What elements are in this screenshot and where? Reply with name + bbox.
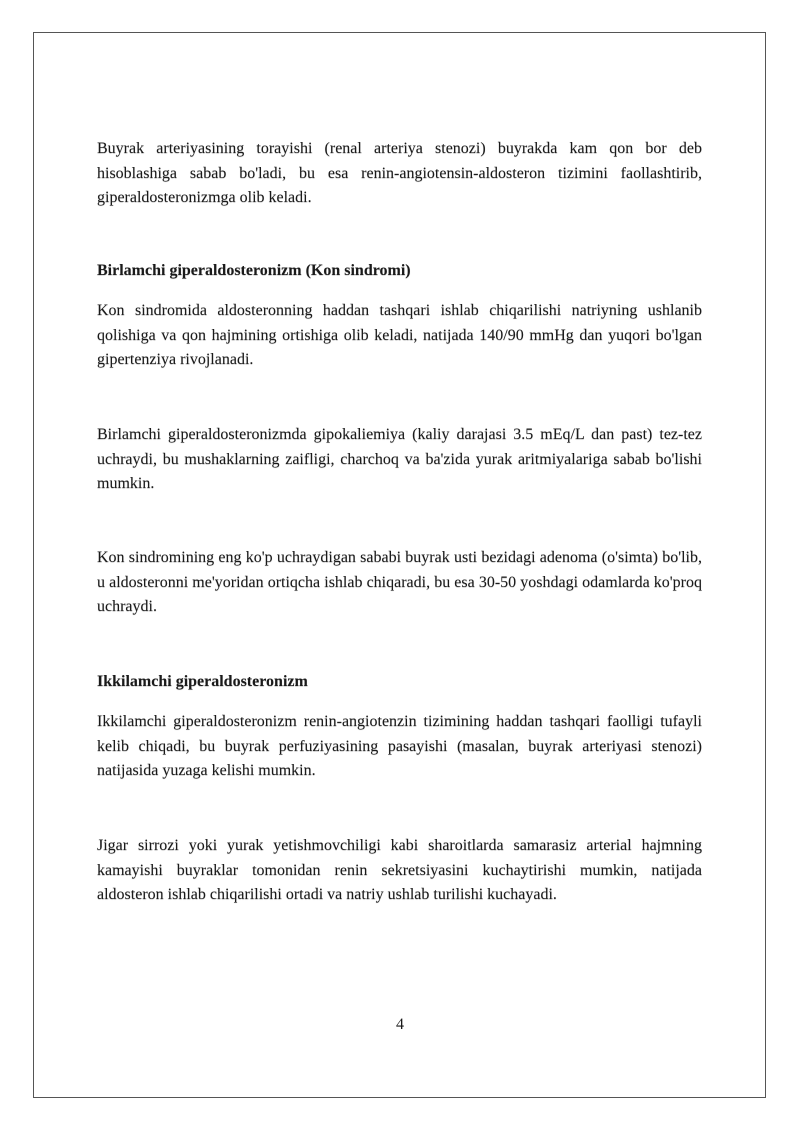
paragraph-adenoma: Kon sindromining eng ko'p uchraydigan sababi buyrak usti bezidagi adenoma (o'simta) bo'lib, u aldosteronni me'yoridan ortiqcha ishlab chiqaradi, bu esa 30-50 yoshdagi odamlarda ko'proq uchraydi. <box>97 549 702 615</box>
paragraph-cirrhosis-heart-failure: Jigar sirrozi yoki yurak yetishmovchiligi kabi sharoitlarda samarasiz arterial hajmning kamayishi buyraklar tomonidan renin sekretsiyasini kuchaytirishi mumkin, natijada aldosteron ishlab chiqarilishi ortadi va natriy ushlab turilishi kuchayadi. <box>97 837 702 903</box>
paragraph-kon-syndrome: Kon sindromida aldosteronning haddan tashqari ishlab chiqarilishi natriyning ushlanib qolishiga va qon hajmining ortishiga olib keladi, natijada 140/90 mmHg dan yuqori bo'lgan gipertenziya rivojlanadi. <box>97 302 702 368</box>
paragraph-renal-stenosis: Buyrak arteriyasining torayishi (renal arteriya stenozi) buyrakda kam qon bor deb hisoblashiga sabab bo'ladi, bu esa renin-angiotensin-aldosteron tizimini faollashtirib, giperaldosteronizmga olib keladi. <box>97 140 702 206</box>
heading-primary-hyperaldosteronism: Birlamchi giperaldosteronizm (Kon sindromi) <box>97 262 411 279</box>
heading-secondary-hyperaldosteronism: Ikkilamchi giperaldosteronizm <box>97 673 308 690</box>
paragraph-hypokalemia: Birlamchi giperaldosteronizmda gipokaliemiya (kaliy darajasi 3.5 mEq/L dan past) tez-tez uchraydi, bu mushaklarning zaifligi, charchoq va ba'zida yurak aritmiyalariga sabab bo'lishi mumkin. <box>97 426 702 492</box>
page-number: 4 <box>396 1016 404 1033</box>
paragraph-secondary-cause: Ikkilamchi giperaldosteronizm renin-angiotenzin tizimining haddan tashqari faolligi tufayli kelib chiqadi, bu buyrak perfuziyasining pasayishi (masalan, buyrak arteriyasi stenozi) natijasida yuzaga kelishi mumkin. <box>97 713 702 779</box>
